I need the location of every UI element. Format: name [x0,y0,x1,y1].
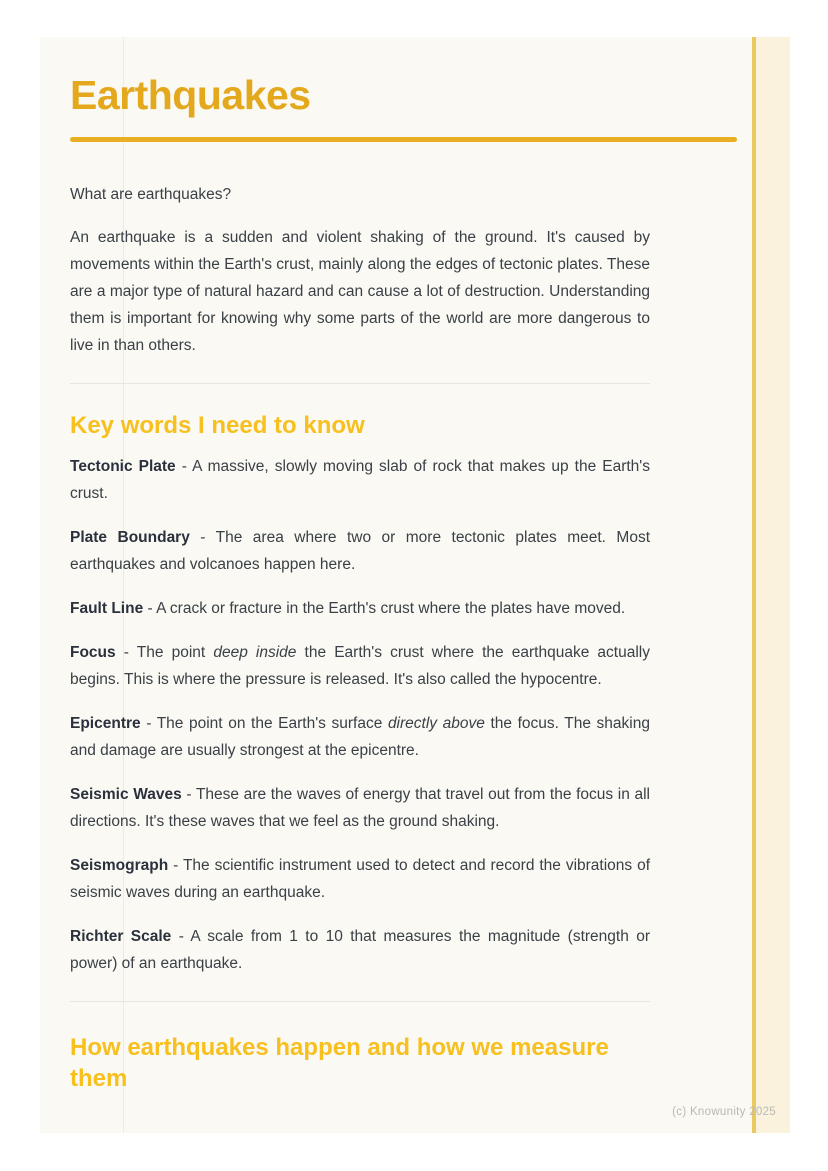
definition-separator: - [115,644,137,662]
definition-separator: - [168,857,183,875]
definition-term: Richter Scale [70,928,172,946]
definition-tectonic-plate [70,453,650,507]
definition-separator: - [181,786,196,804]
page-content [40,37,650,1094]
definition-separator: - [175,458,193,476]
keywords-section-heading: Key words I need to know [70,412,365,440]
definition-text: A massive, slowly moving slab of rock that makes up the Earth's crust. [70,458,650,503]
definition-text: A scale from 1 to 10 that measures the magnitude (strength or power) of an earthquake. [70,928,651,973]
definition-text: A crack or fracture in the Earth's crust where the plates have moved. [156,600,626,618]
notes-page [40,37,790,1133]
definition-text: The scientific instrument used to detect and record the vibrations of seismic waves during an earthquake. [70,857,651,902]
definition-richter-scale [70,923,650,977]
definition-term: Tectonic Plate [70,458,176,476]
definition-text: The point on the Earth's surface [156,715,388,733]
definition-separator: - [143,600,157,618]
definitions-list [70,453,650,977]
copyright-watermark: (c) Knowunity 2025 [672,1106,776,1118]
section-divider [70,1001,650,1002]
intro-paragraph: An earthquake is a sudden and violent shaking of the ground. It's caused by movements within the Earth's crust, mainly along the edges of tectonic plates. These are a major type of natural hazard and can cause a lot of destruction. Understanding them is important for knowing why some parts of the world are more dangerous to live in than others. [70,229,650,355]
page-title: Earthquakes [70,72,311,118]
definition-term: Seismograph [70,857,169,875]
definition-term: Plate Boundary [70,529,190,547]
definition-term: Focus [70,644,116,662]
how-section-heading: How earthquakes happen and how we measure them [70,1034,609,1093]
definition-plate-boundary [70,524,650,578]
page-edge-band [752,37,790,1133]
definition-text-italic: directly above [387,715,485,733]
definition-text: These are the waves of energy that travel out from the focus in all directions. It's these waves that we feel as the ground shaking. [70,786,651,831]
definition-text-italic: deep inside [213,644,297,662]
definition-seismograph [70,852,650,906]
definition-focus [70,639,650,693]
definition-separator: - [189,529,216,547]
definition-text: the focus. The shaking and damage are usually strongest at the epicentre. [70,715,650,760]
definition-text: The area where two or more tectonic plates meet. Most earthquakes and volcanoes happen here. [70,529,650,574]
definition-fault-line [70,595,650,622]
section-divider [70,383,650,384]
definition-separator: - [140,715,157,733]
intro-question: What are earthquakes? [70,186,232,204]
definition-epicentre [70,710,650,764]
definition-text: the Earth's crust where the earthquake actually begins. This is where the pressure is released. It's also called the hypocentre. [70,644,650,689]
definition-term: Fault Line [70,600,144,618]
definition-text: The point [136,644,214,662]
definition-seismic-waves [70,781,650,835]
title-underline-rule [70,137,737,142]
definition-term: Seismic Waves [70,786,182,804]
definition-term: Epicentre [70,715,141,733]
definition-separator: - [171,928,191,946]
